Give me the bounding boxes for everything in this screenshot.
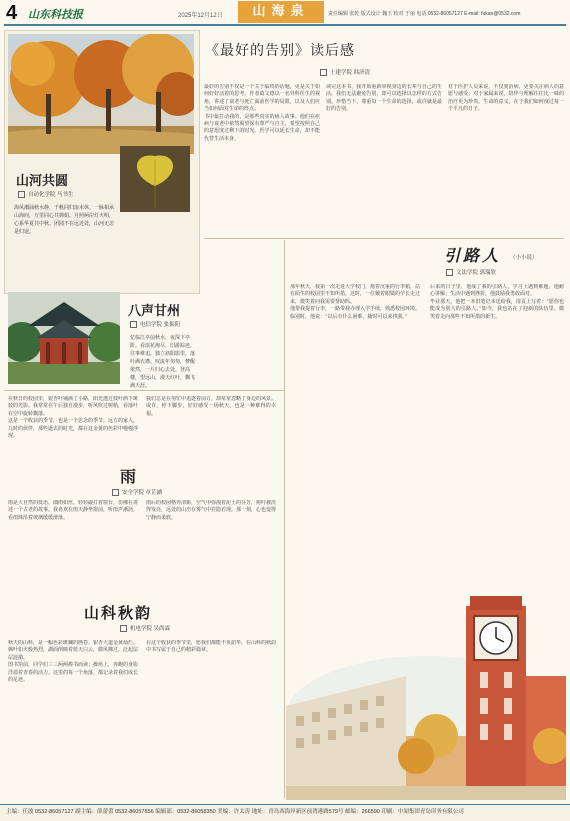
shankeqiuyun-col1: 秋天的山科，是一幅色彩斑斓的画卷。银杏大道金黄灿烂，枫叶如火般热烈，湖面倒映着蓝天白云，微风拂过，泛起层层涟漪。 图书馆前，同学们三三两两捧书而读；操场上，奔跑的身影洋溢着青春的活力。这里的每一个角落，都记录着我们成长的足迹。 <box>8 640 138 684</box>
footer-credits: 主编：任波 0532-86057127 副主编：薛蕾蕾 0532-86057656 编辑部：0532-86058350 美编：许太涛 地址：青岛西海岸新区前湾港路579号 邮编：266590 印刷：中闻集团青岛印务有限公司 <box>6 809 464 815</box>
page-number: 4 <box>6 2 18 24</box>
essay-top-col1: 在秋日的校园里，银杏叶铺满了小路，阳光透过枝叶洒下斑驳的光影。我常常在午后独自漫步，听风吹过树梢，看落叶在空中旋转飘落。 这是一个收获的季节，也是一个思念的季节。远方的家人，儿时的伙伴，那些逝去的时光，都在这金黄的色彩中慢慢浮现。 <box>8 396 138 440</box>
yinluren-col1: 那年秋天，我第一次走进大学校门，拖着沉重的行李箱，站在陌生的校园里不知所措。这时，一位戴着眼镜的学长走过来，微笑着问我需要帮助吗。 他帮我提着行李，一路带我办理入学手续，熟悉校园环境。临别时，他说：“以后有什么困难，随时可以来找我。” <box>290 284 420 320</box>
main-article-divider <box>204 238 564 239</box>
column-name-banner: 山海泉 <box>238 1 324 23</box>
yu-byline: 安全学院 章芷涵 <box>112 488 162 496</box>
issue-date: 2025年12月12日 <box>178 13 223 19</box>
page-header <box>0 0 570 26</box>
shankeqiuyun-col2: 在这个收获的季节里，愿我们都能不负韶华，在山科的秋韵中书写属于自己的精彩篇章。 <box>146 640 276 654</box>
shanhe-poem: 海风潮涌秋水静，千帆同归浪未休。一脉相承山海间，万里同心共婵娟。月照两岸灯火明，心系华夏共中秋。团圆不在远近处，山河无恙是归途。 <box>14 205 114 235</box>
main-article-byline: 土建学院 韩济清 <box>320 68 370 76</box>
bashengganzhou-poem: 忆临江亭前秋水，夜深下亭阶。看浪花淘尽，旧游踪迹，往事难追。独立斜阳影里，落叶满衣襟。叹流年匆匆，梦醒依然，一片归心去处。登高楼，望远山，漫天红叶，飘飞满天涯。 <box>130 335 196 388</box>
yu-title: 雨 <box>120 467 137 486</box>
yu-col1: 雨是大自然的低语。细雨如丝，轻轻敲打着窗台，仿佛在讲述一个古老的故事。我喜欢在雨天静坐窗前，听雨声淅沥，看雨珠沿着玻璃缓缓滑落。 <box>8 500 138 521</box>
yinluren-subtitle: （小小说） <box>510 255 538 261</box>
main-article-title: 《最好的告别》读后感 <box>205 43 355 59</box>
shankeqiuyun-byline: 机电学院 吴尚霖 <box>120 624 170 632</box>
pavilion-photo <box>8 292 120 384</box>
yinluren-title: 引路人 <box>444 246 502 265</box>
shanhe-byline: 自动化学院 马书生 <box>18 190 74 198</box>
ginkgo-leaf-photo <box>120 146 190 212</box>
yu-col2: 雨后的校园格外清新，空气中弥漫着泥土的芬芳，树叶被洗得发亮，远处的山峦在雾气中若隐若现。那一刻，心也变得宁静而柔软。 <box>146 500 276 521</box>
main-article-col3: 对于医护人员来说，不仅要治病，更要关注病人的意愿与感受；对于家属来说，陪伴与理解往往比一味的治疗更为珍贵。生命的意义，在于我们如何度过每一个平凡的日子。 <box>448 84 564 113</box>
autumn-trees-photo <box>8 34 194 154</box>
main-article-col2: 读完这本书，我开始重新审视身边的长辈与自己的生活。我们无法避免告别，却可以选择以怎样的方式告别。珍惜当下，尊重每一个生命的选择，或许就是最好的告别。 <box>326 84 442 113</box>
main-article-col1: 最好的告别不仅是一个关于临终的话题，更是关于如何好好活着的思考。作者葛文德以一名外科医生的视角，讲述了衰老与死亡面前医学的局限，以及人们应当如何面对生命的终点。 书中最打动我的，是那些真实的病人故事。他们在疾病与衰老中依然渴望保有尊严与自主，希望按照自己的意愿度过剩下的时光。医学可以延长生命，却不能代替生活本身。 <box>204 84 320 142</box>
bashengganzhou-title: 八声甘州 <box>128 304 181 319</box>
yinluren-byline: 文法学院 郭瑞欣 <box>446 268 496 276</box>
shanhe-title: 山河共圆 <box>16 174 69 189</box>
column-divider <box>284 240 285 798</box>
section-divider <box>4 390 284 391</box>
shankeqiuyun-title: 山科秋韵 <box>84 604 153 622</box>
header-divider <box>4 24 566 26</box>
editor-info: 责任编辑 张乾 版式设计 魏玉 校对 于丽 电话 0532-86057127 E-mail: fukan@0532.com <box>328 11 521 17</box>
essay-top-col2: 我们总是在匆忙中追逐着前方，却常常忽略了身边的风景。或许，停下脚步，好好感受一场秋天，也是一种难得的幸福。 <box>146 396 276 417</box>
campus-illustration <box>286 586 566 800</box>
newspaper-masthead: 山东科技报 <box>28 8 83 21</box>
bashengganzhou-byline: 电信学院 张振阳 <box>130 320 180 328</box>
yinluren-col2: 后来的日子里，他成了我的引路人。学习上遇到难题，他耐心讲解；生活中遇到挫折，他鼓励我勇敢面对。 毕业那天，他把一本旧笔记本送给我，扉页上写着：“愿你也能成为别人的引路人。”如今，我也站在了迎新的队伍里，微笑着走向那些不知所措的新生。 <box>430 284 564 320</box>
